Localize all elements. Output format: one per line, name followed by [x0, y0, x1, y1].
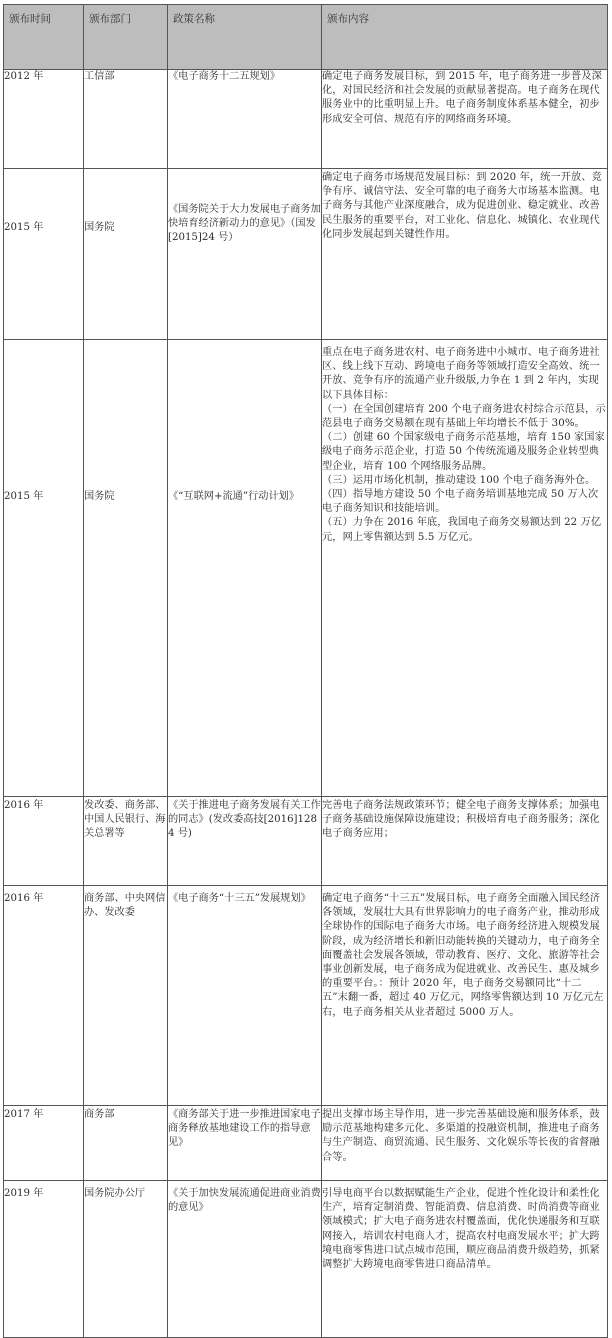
content-paragraph: 提出支撑市场主导作用，进一步完善基础设施和服务体系，鼓励示范基地构建多元化、多渠道的投融资机制，推进电子商务与生产制造、商贸流通、民生服务、文化娱乐等长夜的省督融合等。 [322, 1109, 600, 1163]
header-content: 颁布内容 [322, 5, 608, 70]
policy-page [3, 4, 607, 1338]
header-dept: 颁布部门 [84, 5, 168, 70]
row-policy-name: 《电子商务“十三五”发展规划》 [168, 886, 322, 1106]
content-paragraph: 完善电子商务法规政策环节；健全电子商务支撑体系；加强电子商务基础设施保障设施建设；积极培育电子商务服务；深化电子商务应用； [322, 800, 600, 840]
row-year: 2019 年 [4, 1181, 84, 1338]
table-row [4, 797, 608, 886]
row-content [322, 1181, 608, 1338]
content-paragraph: （五）力争在 2016 年底，我国电子商务交易额达到 22 万亿元，网上零售额达到 5.5 万亿元。 [322, 517, 602, 543]
row-dept: 工信部 [84, 70, 168, 169]
header-date: 颁布时间 [4, 5, 84, 70]
table-row [4, 1106, 608, 1181]
content-paragraph: 引导电商平台以数据赋能生产企业，促进个性化设计和柔性化生产，培育定制消费、智能消费、信息消费、时尚消费等商业领域模式；扩大电子商务进农村覆盖面，优化快递服务和互联网接入，培训农村电商人才，提高农村电商发展水平；扩大跨境电商零售进口试点城市范围，顺应商品消费升级趋势，抓紧调整扩大跨境电商零售进口商品清单。 [322, 1188, 600, 1271]
content-paragraph: 确定电子商务市场规范发展目标：到 2020 年，统一开放、竞争有序、诚信守法、安全可靠的电子商务大市场基本监测。电子商务与其他产业深度融合，成为促进创业、稳定就业、改善民生服务的重要平台，对工业化、信息化、城镇化、农业现代化同步发展起到关键性作用。 [322, 172, 602, 240]
row-dept: 国务院 [84, 340, 168, 797]
row-year: 2015 年 [4, 169, 84, 340]
row-year: 2017 年 [4, 1106, 84, 1181]
content-paragraph: 重点在电子商务进农村、电子商务进中小城市、电子商务进社区、线上线下互动、跨境电子商务等领域打造安全高效、统一开放、竞争有序的流通产业升级版,力争在 1 到 2 年内，实现以下具体目标： [322, 347, 600, 401]
row-content [322, 169, 608, 340]
table-row [4, 886, 608, 1106]
row-dept: 国务院办公厅 [84, 1181, 168, 1338]
policy-table [3, 4, 608, 1338]
content-paragraph: （二）创建 60 个国家级电子商务示范基地，培育 150 家国家级电子商务示范企业，打造 50 个传统流通及服务企业转型典型企业，培育 100 个网络服务品牌。 [322, 432, 605, 472]
row-content [322, 1106, 608, 1181]
row-year: 2012 年 [4, 70, 84, 169]
row-year: 2015 年 [4, 340, 84, 797]
row-policy-name: 《关于推进电子商务发展有关工作的同志》(发改委高技[2016]1284 号) [168, 797, 322, 886]
row-dept: 国务院 [84, 169, 168, 340]
row-policy-name: 《电子商务十二五规划》 [168, 70, 322, 169]
header-policy: 政策名称 [168, 5, 322, 70]
row-policy-name: 《关于加快发展流通促进商业消费的意见》 [168, 1181, 322, 1338]
row-year: 2016 年 [4, 797, 84, 886]
content-paragraph: （三）运用市场化机制，推动建设 100 个电子商务海外仓。（四）指导地方建设 50 个电子商务培训基地完成 50 万人次电子商务知识和技能培训。 [322, 474, 599, 515]
row-dept: 商务部、中央网信办、发改委 [84, 886, 168, 1106]
row-policy-name: 《商务部关于进一步推进国家电子商务释放基地建设工作的指导意见》 [168, 1106, 322, 1181]
row-policy-name: 《“互联网+流通”行动计划》 [168, 340, 322, 797]
table-row [4, 70, 608, 169]
row-dept: 发改委、商务部、中国人民银行、海关总署等 [84, 797, 168, 886]
table-header-row [4, 5, 608, 70]
row-dept: 商务部 [84, 1106, 168, 1181]
row-year: 2016 年 [4, 886, 84, 1106]
row-content [322, 886, 608, 1106]
table-row [4, 169, 608, 340]
content-paragraph: （一）在全国创建培育 200 个电子商务进农村综合示范县，示范县电子商务交易额在现有基础上年均增长不低于 30%。 [322, 403, 606, 430]
table-row [4, 340, 608, 797]
row-policy-name: 《国务院关于大力发展电子商务加快培育经济新动力的意见》（国发[2015]24 号） [168, 169, 322, 340]
content-paragraph: 确定电子商务发展目标，到 2015 年，电子商务进一步普及深化，对国民经济和社会发展的贡献显著提高。电子商务在现代服务业中的比重明显上升。电子商务制度体系基本健全，初步形成安全可信、规范有序的网络商务环境。 [322, 71, 602, 125]
content-paragraph: 确定电子商务“十三五”发展目标，电子商务全面融入国民经济各领域，发展壮大具有世界影响力的电子商务产业，推动形成全球协作的国际电子商务大市场。电子商务经济进入规模发展阶段，成为经济增长和新旧动能转换的关键动力，电子商务全面覆盖社会发展各领域，带动教育、医疗、文化、旅游等社会事业创新发展，电子商务成为促进就业、改善民生、惠及城乡的重要平台。：预计 2020 年，电子商务交易额同比“十二五”末翻一番，超过 40 万亿元，网络零售额达到 10 万亿元左右，电子商务相关从业者超过 5000 万人。 [322, 893, 604, 1018]
table-row [4, 1181, 608, 1338]
row-content [322, 70, 608, 169]
row-content [322, 340, 608, 797]
row-content [322, 797, 608, 886]
